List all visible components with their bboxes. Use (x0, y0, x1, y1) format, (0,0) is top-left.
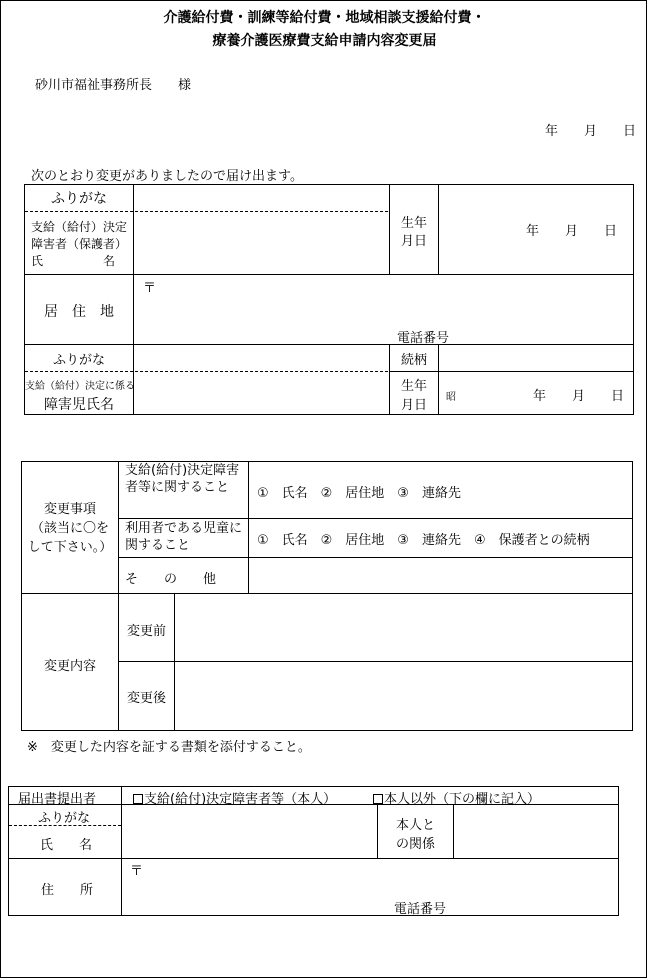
child-name-label: 障害児氏名 (44, 397, 114, 413)
submitter-address-label: 住 所 (41, 883, 94, 898)
furigana-label: ふりがな (51, 191, 107, 207)
decided-person-label-1: 支給（給付）決定 (31, 220, 128, 234)
row1-label: 支給(給付)決定障害者等に関すること (125, 463, 240, 495)
before-label: 変更前 (127, 624, 167, 639)
era-mark: 昭 (446, 392, 456, 403)
change-items-label-3: して下さい。） (27, 540, 113, 555)
submitter-label: 届出書提出者 (18, 792, 97, 807)
child-label-small: 支給（給付）決定に係る (25, 381, 135, 392)
phone-label: 電話番号 (397, 331, 450, 346)
change-items-label-2: （該当に〇を (30, 521, 109, 536)
child-birth-label-1: 生年 (400, 379, 427, 394)
submitter-name-label: 氏 名 (40, 838, 93, 853)
row1-options[interactable]: ① 氏名 ② 居住地 ③ 連絡先 (257, 486, 461, 501)
submitter-phone-label: 電話番号 (394, 902, 447, 917)
after-label: 変更後 (127, 691, 167, 706)
relation-to-self-label-1: 本人と (395, 818, 435, 833)
form-title-line1: 介護給付費・訓練等給付費・地域相談支援給付費・ (163, 10, 486, 26)
intro-text: 次のとおり変更がありましたので届け出ます。 (31, 169, 303, 184)
option-self-checkbox[interactable] (133, 794, 143, 804)
submitter-furigana-label: ふりがな (38, 811, 91, 826)
addressee: 砂川市福祉事務所長 様 (35, 78, 192, 93)
residence-label: 居 住 地 (44, 304, 114, 320)
option-self[interactable] (133, 788, 336, 807)
form-title-line2: 療養介護医療費支給申請内容変更届 (212, 33, 437, 49)
submission-date: 年 月 日 (545, 124, 637, 139)
birth-label-2: 月日 (400, 234, 427, 249)
submitter-postal-mark: 〒 (130, 864, 144, 879)
attachment-note: ※ 変更した内容を証する書類を添付すること。 (27, 740, 311, 755)
relation-to-self-label-2: の関係 (395, 837, 435, 852)
postal-mark: 〒 (143, 281, 157, 296)
birth-label-1: 生年 (400, 216, 427, 231)
decided-person-label-2: 障害者（保護者） (31, 237, 128, 251)
birth-date-field[interactable]: 年 月 日 (526, 224, 618, 239)
option-other[interactable] (373, 788, 540, 807)
option-other-checkbox[interactable] (373, 794, 383, 804)
option-other-label: 本人以外（下の欄に記入） (384, 792, 541, 807)
row2-options[interactable]: ① 氏名 ② 居住地 ③ 連絡先 ④ 保護者との続柄 (257, 533, 590, 548)
row3-label: そ の 他 (125, 572, 217, 587)
relation-label: 続柄 (400, 353, 427, 368)
child-birth-date-field[interactable]: 年 月 日 (533, 389, 625, 404)
child-furigana-label: ふりがな (52, 353, 105, 368)
option-self-label: 支給(給付)決定障害者等（本人） (144, 792, 337, 807)
child-birth-label-2: 月日 (400, 398, 427, 413)
change-items-label-1: 変更事項 (43, 502, 96, 517)
decided-person-label-3: 氏 名 (31, 254, 116, 268)
change-content-label: 変更内容 (43, 659, 96, 674)
row2-label: 利用者である児童に関すること (125, 521, 243, 553)
